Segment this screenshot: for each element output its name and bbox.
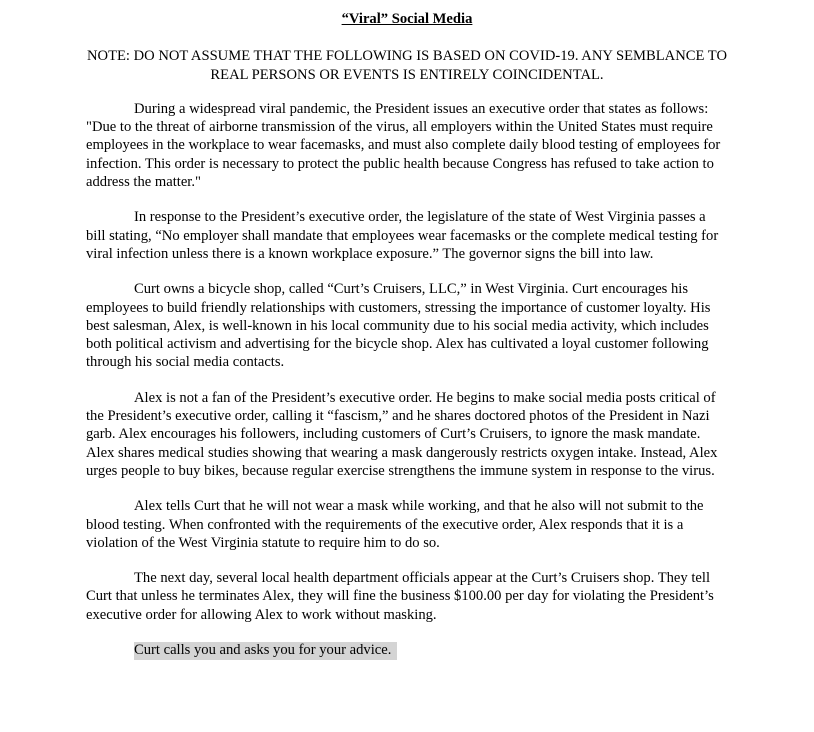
- document-title: “Viral” Social Media: [341, 11, 473, 27]
- disclaimer-note: NOTE: DO NOT ASSUME THAT THE FOLLOWING IS BASED ON COVID-19. ANY SEMBLANCE TO REAL PERSONS OR EVENTS IS ENTIRELY COINCIDENTAL.: [87, 48, 727, 83]
- highlighted-question: Curt calls you and asks you for your advice.: [134, 642, 397, 660]
- paragraph-bicycle-shop: Curt owns a bicycle shop, called “Curt’s Cruisers, LLC,” in West Virginia. Curt encourages his employees to build friendly relationships with customers, stressing the importance of customer loyalty. His best salesman, Alex, is well-known in his local community due to his social media activity, which includes both political activism and advertising for the bicycle shop. Alex has cultivated a loyal customer following through his social media contacts.: [86, 281, 711, 371]
- paragraph-health-officials: The next day, several local health department officials appear at the Curt’s Cruisers shop. They tell Curt that unless he terminates Alex, they will fine the business $100.00 per day for violating the President’s executive order for allowing Alex to work without masking.: [86, 570, 714, 623]
- paragraph-social-media-posts: Alex is not a fan of the President’s executive order. He begins to make social media posts critical of the President’s executive order, calling it “fascism,” and he shares doctored photos of the President in Nazi garb. Alex encourages his followers, including customers of Curt’s Cruisers, to ignore the mask mandate. Alex shares medical studies showing that wearing a mask dangerously restricts oxygen intake. Instead, Alex urges people to buy bikes, because regular exercise strengthens the immune system in response to the virus.: [86, 389, 718, 479]
- final-prompt: [86, 641, 728, 659]
- paragraph-refusal: Alex tells Curt that he will not wear a mask while working, and that he also will not submit to the blood testing. When confronted with the requirements of the executive order, Alex responds that it is a violation of the West Virginia statute to require him to do so.: [86, 498, 704, 551]
- paragraph-executive-order: During a widespread viral pandemic, the President issues an executive order that states as follows: "Due to the threat of airborne transmission of the virus, all employers within the United States must require employees in the workplace to wear facemasks, and must also complete daily blood testing of employees for infection. This order is necessary to protect the public health because Congress has refused to take action to address the matter.": [86, 100, 721, 191]
- paragraph-state-law: In response to the President’s executive order, the legislature of the state of West Virginia passes a bill stating, “No employer shall mandate that employees wear facemasks or the complete medical testing for viral infection unless there is a known workplace exposure.” The governor signs the bill into law.: [86, 209, 719, 262]
